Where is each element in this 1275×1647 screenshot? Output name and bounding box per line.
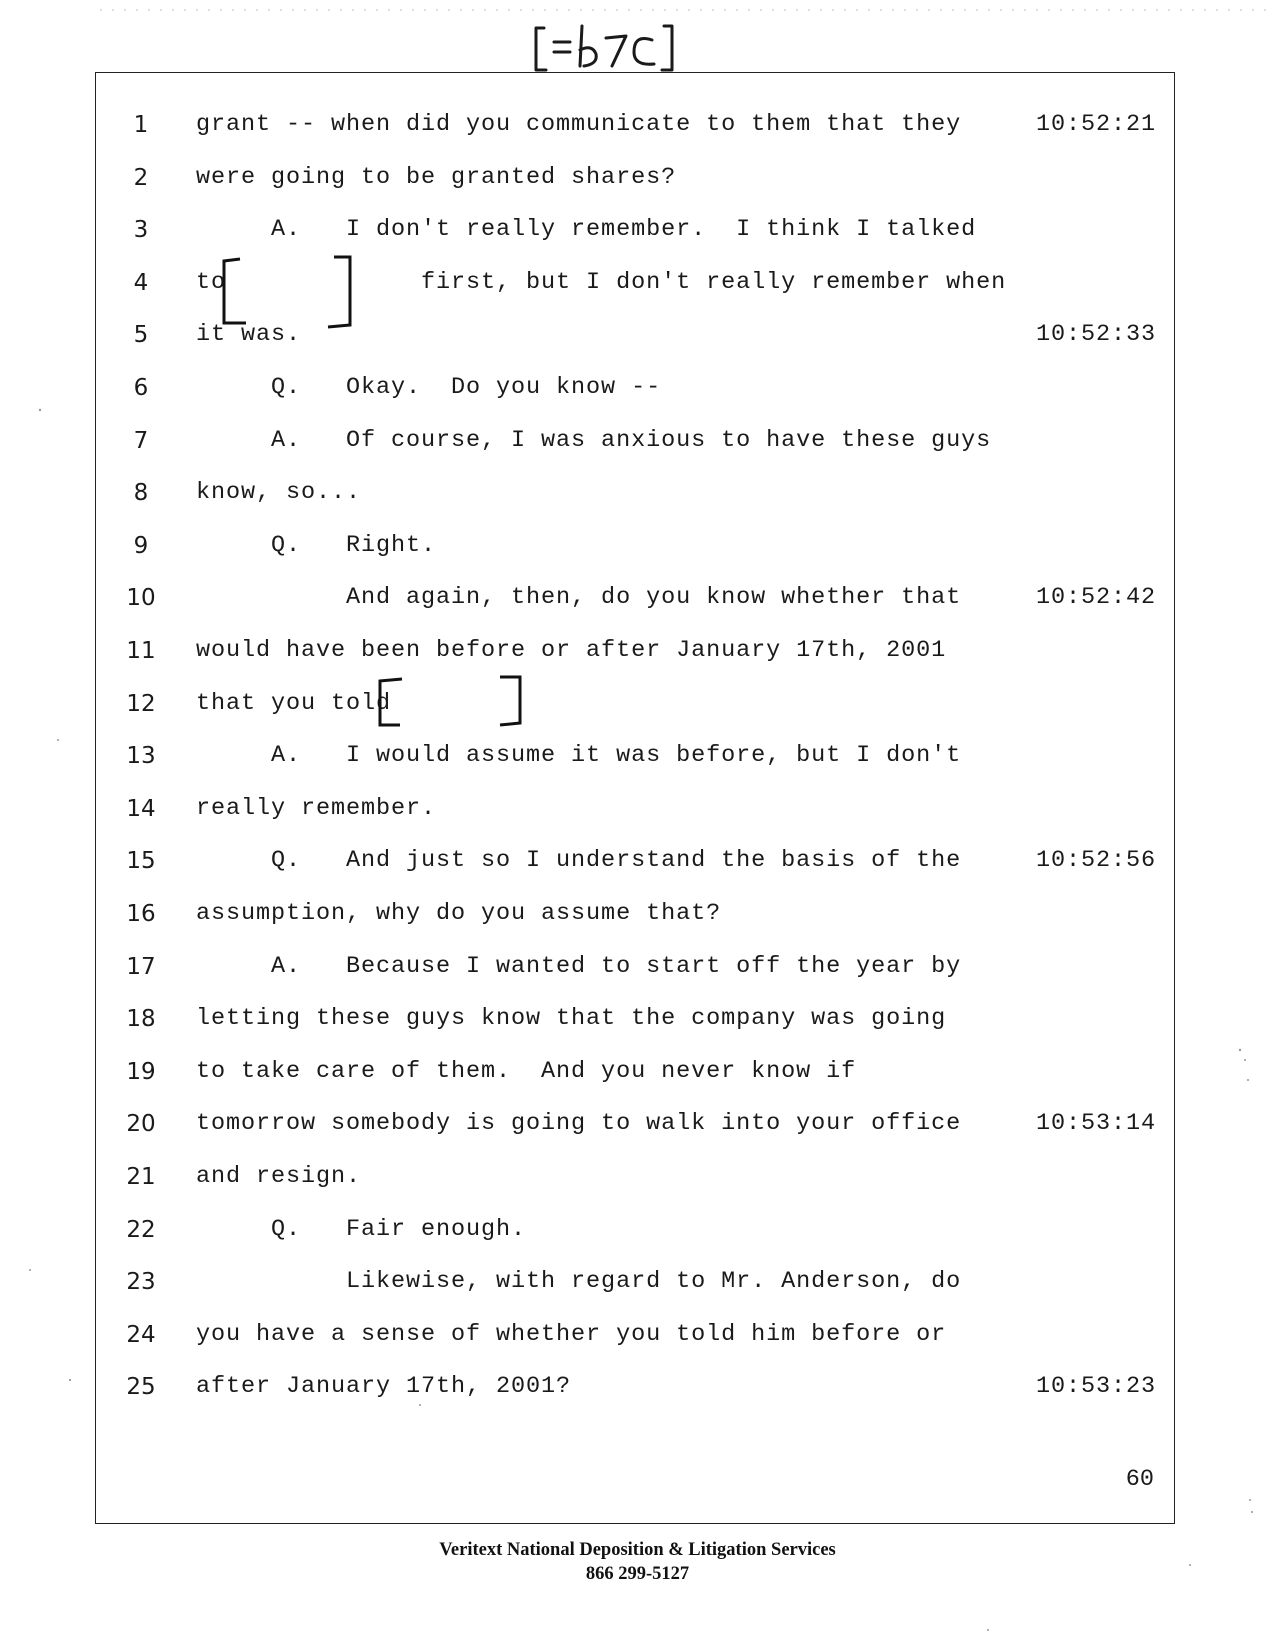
footer-company: Veritext National Deposition & Litigation Services [439, 1540, 836, 1560]
transcript-line [96, 105, 1176, 145]
line-text: to take care of them. And you never know if [196, 1057, 857, 1085]
line-number: 15 [126, 848, 156, 875]
line-text: know, so... [196, 479, 362, 507]
line-text: A. Of course, I was anxious to have these guys [196, 426, 992, 454]
transcript-line [96, 210, 1176, 250]
line-number: 14 [126, 795, 156, 822]
line-number: 25 [126, 1374, 156, 1401]
line-number: 22 [126, 1216, 156, 1243]
transcript-line [96, 421, 1176, 461]
line-number: 13 [126, 743, 156, 770]
line-number: 16 [126, 901, 156, 927]
transcript-line [96, 1157, 1176, 1197]
line-text: Q. Okay. Do you know -- [196, 374, 662, 401]
transcript-line [96, 841, 1176, 881]
line-number: 18 [126, 1006, 156, 1033]
line-number: 7 [133, 427, 149, 454]
transcript-line [96, 1052, 1176, 1092]
line-number: 3 [133, 217, 149, 244]
line-number: 1 [133, 112, 149, 138]
redaction-code-stamp [530, 22, 680, 74]
line-text: A. Because I wanted to start off the year by [196, 952, 962, 980]
transcript-line [96, 1367, 1176, 1407]
transcript-line [96, 1315, 1176, 1355]
line-text: and resign. [196, 1163, 362, 1190]
transcript-line [96, 368, 1176, 408]
line-number: 5 [133, 322, 149, 349]
line-timestamp: 10:52:33 [1035, 321, 1156, 349]
transcript-line [96, 158, 1176, 198]
line-text: A. I would assume it was before, but I don't [196, 742, 962, 770]
line-text: it was. [196, 321, 302, 349]
transcript-line [96, 684, 1176, 724]
footer-phone: 866 299-5127 [585, 1564, 690, 1584]
line-text: And again, then, do you know whether that [196, 584, 962, 612]
line-number: 8 [133, 480, 149, 507]
line-number: 24 [126, 1321, 156, 1348]
line-text: Q. Fair enough. [196, 1215, 527, 1243]
line-text: really remember. [196, 794, 437, 822]
line-number: 12 [126, 690, 156, 717]
line-number: 6 [133, 375, 149, 401]
line-text: would have been before or after January 17th, 2001 [196, 637, 947, 664]
line-number: 2 [133, 164, 149, 191]
line-timestamp: 10:52:56 [1035, 847, 1156, 875]
transcript-line [96, 1262, 1176, 1302]
transcript-frame [95, 72, 1175, 1524]
line-text: Q. And just so I understand the basis of the [196, 847, 962, 875]
line-number: 20 [126, 1111, 156, 1138]
line-text: assumption, why do you assume that? [196, 900, 722, 927]
line-text: that you told [196, 689, 392, 717]
transcript-line [96, 947, 1176, 987]
line-number: 4 [133, 269, 149, 296]
transcript-line [96, 999, 1176, 1039]
line-number: 9 [133, 532, 149, 559]
line-text: Likewise, with regard to Mr. Anderson, do [196, 1268, 962, 1296]
line-number: 21 [126, 1164, 156, 1190]
line-text: to first, but I don't really remember when [196, 268, 1007, 296]
line-text: grant -- when did you communicate to them that they [196, 111, 962, 138]
transcript-line [96, 526, 1176, 566]
transcript-line [96, 578, 1176, 618]
line-text: were going to be granted shares? [196, 163, 677, 191]
line-text: letting these guys know that the company was going [196, 1005, 947, 1033]
transcript-line [96, 736, 1176, 776]
line-number: 17 [126, 953, 156, 980]
line-text: A. I don't really remember. I think I talked [196, 216, 977, 244]
line-timestamp: 10:53:23 [1035, 1373, 1156, 1401]
line-timestamp: 10:52:42 [1035, 584, 1156, 612]
line-number: 11 [126, 638, 156, 664]
line-number: 19 [126, 1058, 156, 1085]
transcript-line [96, 1210, 1176, 1250]
line-text: Q. Right. [196, 531, 437, 559]
transcript-line [96, 631, 1176, 671]
line-text: you have a sense of whether you told him before or [196, 1320, 947, 1348]
line-number: 10 [126, 585, 156, 612]
line-timestamp: 10:53:14 [1035, 1110, 1156, 1138]
transcript-line [96, 1104, 1176, 1144]
transcript-line [96, 894, 1176, 934]
redaction-bracket-line-4 [216, 255, 366, 331]
line-text: tomorrow somebody is going to walk into your office [196, 1110, 962, 1138]
line-timestamp: 10:52:21 [1035, 111, 1156, 138]
page-number: 60 [1125, 1466, 1154, 1493]
redaction-bracket-line-12 [376, 675, 536, 731]
transcript-line [96, 473, 1176, 513]
line-text: after January 17th, 2001? [196, 1373, 572, 1401]
line-number: 23 [126, 1269, 156, 1296]
transcript-line [96, 789, 1176, 829]
